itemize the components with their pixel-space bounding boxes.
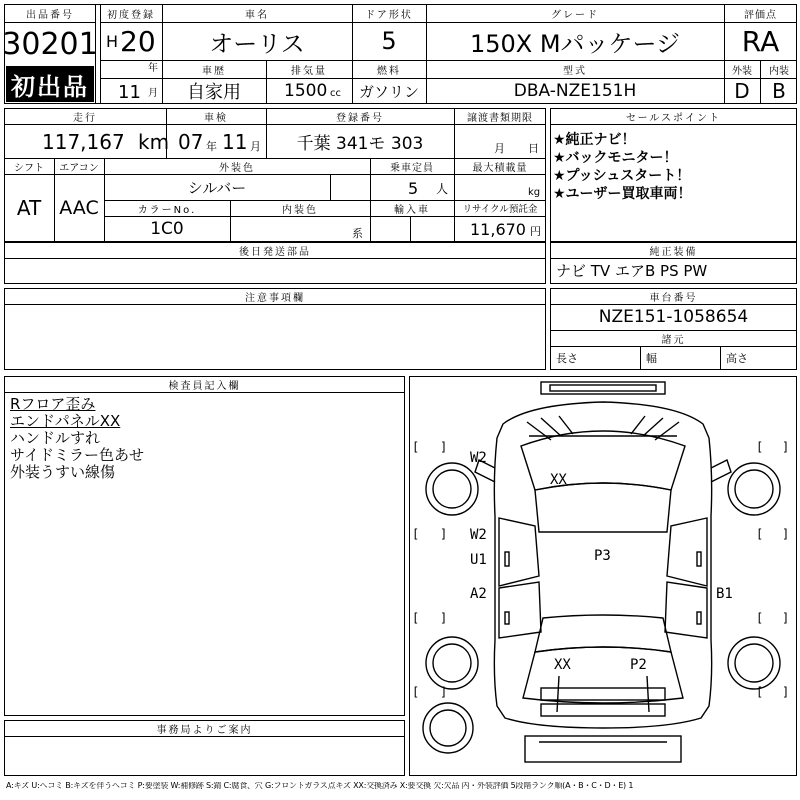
- import-label: 輸入車: [394, 204, 430, 216]
- damage-mark-xx-trunk: XX: [554, 657, 571, 673]
- lot-label: 出品番号: [26, 9, 74, 21]
- transfer-deadline-label: 譲渡書類期限: [467, 112, 533, 124]
- damage-mark-a2-rear-door: A2: [470, 586, 487, 602]
- bracket-left-mid: [: [412, 527, 420, 541]
- chassis-label: 車台番号: [649, 292, 698, 304]
- model-label: 型式: [563, 65, 587, 77]
- reg-month: 11: [118, 82, 141, 103]
- notes-label: 注意事項欄: [245, 292, 305, 304]
- fuel-label: 燃料: [377, 65, 401, 77]
- inspection-month-unit: 月: [250, 140, 261, 153]
- reg-month-unit: 月: [148, 88, 158, 99]
- exterior-color-label: 外装色: [219, 162, 255, 174]
- ac: AAC: [59, 197, 99, 219]
- bracket-left-top: [: [412, 440, 420, 454]
- bracket-left-bottom: [: [412, 685, 420, 699]
- legend: A:キズ U:ヘコミ B:キズを伴うヘコミ P:要塗装 W:補修跡 S:錆 C:腐食、穴 G:フロントガラス点キズ XX:交換済み X:要交換 欠:欠品 内・外装評価 5段階ランク順(A・B・C・D・E) 1: [6, 782, 634, 790]
- office-label: 事務局よりご案内: [156, 724, 253, 736]
- length-label: 長さ: [556, 352, 578, 365]
- bracket-right-bottom-close: ]: [782, 685, 790, 699]
- inspector-notes: [10, 396, 400, 481]
- bracket-left-mid-close: ]: [440, 527, 448, 541]
- first-reg-label: 初度登録: [107, 9, 155, 21]
- bracket-right-top: [: [756, 440, 764, 454]
- fuel: ガソリン: [358, 82, 419, 101]
- mileage-value: 117,167: [42, 130, 125, 154]
- color-no-label: カラーNo.: [137, 204, 197, 216]
- inspection-year: 07: [178, 130, 204, 154]
- damage-mark-p3-body: P3: [594, 548, 611, 564]
- bracket-right-top-close: ]: [782, 440, 790, 454]
- factory-equipment-label: 純正装備: [649, 246, 698, 258]
- score: RA: [741, 24, 780, 58]
- car-diagram: [409, 376, 797, 776]
- grade: 150X Mパッケージ: [469, 29, 681, 58]
- sales-point-item: ★純正ナビ！: [553, 132, 636, 148]
- inspector-note: 外装うすい線傷: [10, 463, 116, 481]
- later-parts-label: 後日発送部品: [239, 246, 311, 258]
- color-no: 1C0: [150, 219, 184, 239]
- bracket-left-low: [: [412, 611, 420, 625]
- doors: 5: [381, 27, 397, 55]
- inspector-note: Rフロア歪み: [10, 395, 96, 413]
- capacity: 5: [408, 179, 419, 198]
- car-name-label: 車名: [245, 9, 269, 21]
- inspector-note: エンドパネルXX: [10, 412, 121, 430]
- transfer-day-unit: 日: [528, 142, 539, 155]
- sales-points-list: [553, 131, 793, 203]
- car-name: オーリス: [209, 29, 305, 58]
- recycle-value: 11,670: [470, 220, 526, 239]
- bracket-right-low-close: ]: [782, 611, 790, 625]
- max-load-unit: kg: [528, 187, 541, 198]
- displacement: 1500: [284, 81, 328, 101]
- recycle-unit: 円: [530, 225, 541, 238]
- history-label: 車歴: [202, 65, 226, 77]
- recycle-label: リサイクル預託金: [462, 204, 538, 215]
- specs-label: 諸元: [661, 334, 686, 346]
- interior-color-label: 内装色: [282, 204, 318, 216]
- damage-mark-u1-door: U1: [470, 552, 487, 568]
- registration-label: 登録番号: [336, 112, 384, 124]
- transfer-month-unit: 月: [494, 142, 505, 155]
- bracket-right-mid: [: [756, 527, 764, 541]
- shift-label: シフト: [14, 162, 44, 174]
- reg-year-unit: 年: [148, 63, 158, 74]
- bracket-right-low: [: [756, 611, 764, 625]
- sales-point-item: ★プッシュスタート！: [553, 168, 691, 184]
- chassis-number: NZE151-1058654: [598, 307, 749, 327]
- door-label: ドア形状: [365, 9, 413, 21]
- score-label: 評価点: [744, 9, 777, 21]
- width-label: 幅: [646, 352, 657, 365]
- damage-mark-w2-door: W2: [470, 527, 487, 543]
- bracket-right-bottom: [: [756, 685, 764, 699]
- ac-label: エアコン: [59, 162, 99, 174]
- reg-year: 20: [120, 25, 156, 58]
- first-listing-badge: 初出品: [6, 66, 94, 102]
- damage-mark-w2-upper: W2: [470, 450, 487, 466]
- displacement-unit: cc: [330, 88, 341, 99]
- inspector-label: 検査員記入欄: [168, 380, 241, 392]
- history: 自家用: [187, 82, 241, 103]
- inspection-year-unit: 年: [206, 140, 217, 153]
- model-code: DBA-NZE151H: [513, 81, 637, 101]
- exterior-grade: D: [734, 79, 750, 103]
- inspector-note: サイドミラー色あせ: [10, 446, 144, 464]
- shift: AT: [16, 196, 42, 220]
- displacement-label: 排気量: [291, 65, 327, 77]
- bracket-right-mid-close: ]: [782, 527, 790, 541]
- damage-mark-p2-trunk: P2: [630, 657, 647, 673]
- interior-grade-label: 内装: [769, 65, 789, 77]
- bracket-left-bottom-close: ]: [440, 685, 448, 699]
- max-load-label: 最大積載量: [472, 162, 528, 174]
- inspection-label: 車検: [204, 112, 228, 124]
- exterior-color: シルバー: [187, 178, 247, 197]
- capacity-label: 乗車定員: [390, 162, 434, 174]
- damage-mark-b1-right: B1: [716, 586, 733, 602]
- exterior-grade-label: 外装: [732, 65, 752, 77]
- interior-grade: B: [772, 79, 786, 103]
- bracket-left-low-close: ]: [440, 611, 448, 625]
- inspection-month: 11: [222, 130, 248, 154]
- factory-equipment: ナビ TV エアB PS PW: [556, 262, 708, 280]
- height-label: 高さ: [726, 352, 748, 365]
- registration-value: 千葉 341モ 303: [296, 133, 424, 154]
- mileage-unit: km: [138, 130, 170, 154]
- era: H: [106, 32, 119, 51]
- bracket-left-top-close: ]: [440, 440, 448, 454]
- sales-point-item: ★バックモニター！: [553, 150, 678, 166]
- grade-label: グレード: [551, 9, 599, 21]
- damage-mark-xx-roof: XX: [550, 472, 567, 488]
- inspector-note: ハンドルすれ: [10, 429, 101, 447]
- capacity-unit: 人: [436, 182, 449, 196]
- lot-number: 30201: [2, 26, 98, 62]
- mileage-label: 走行: [73, 112, 97, 124]
- sales-points-label: セールスポイント: [625, 112, 722, 124]
- interior-color-unit: 系: [352, 227, 363, 240]
- sales-point-item: ★ユーザー買取車両！: [553, 186, 692, 202]
